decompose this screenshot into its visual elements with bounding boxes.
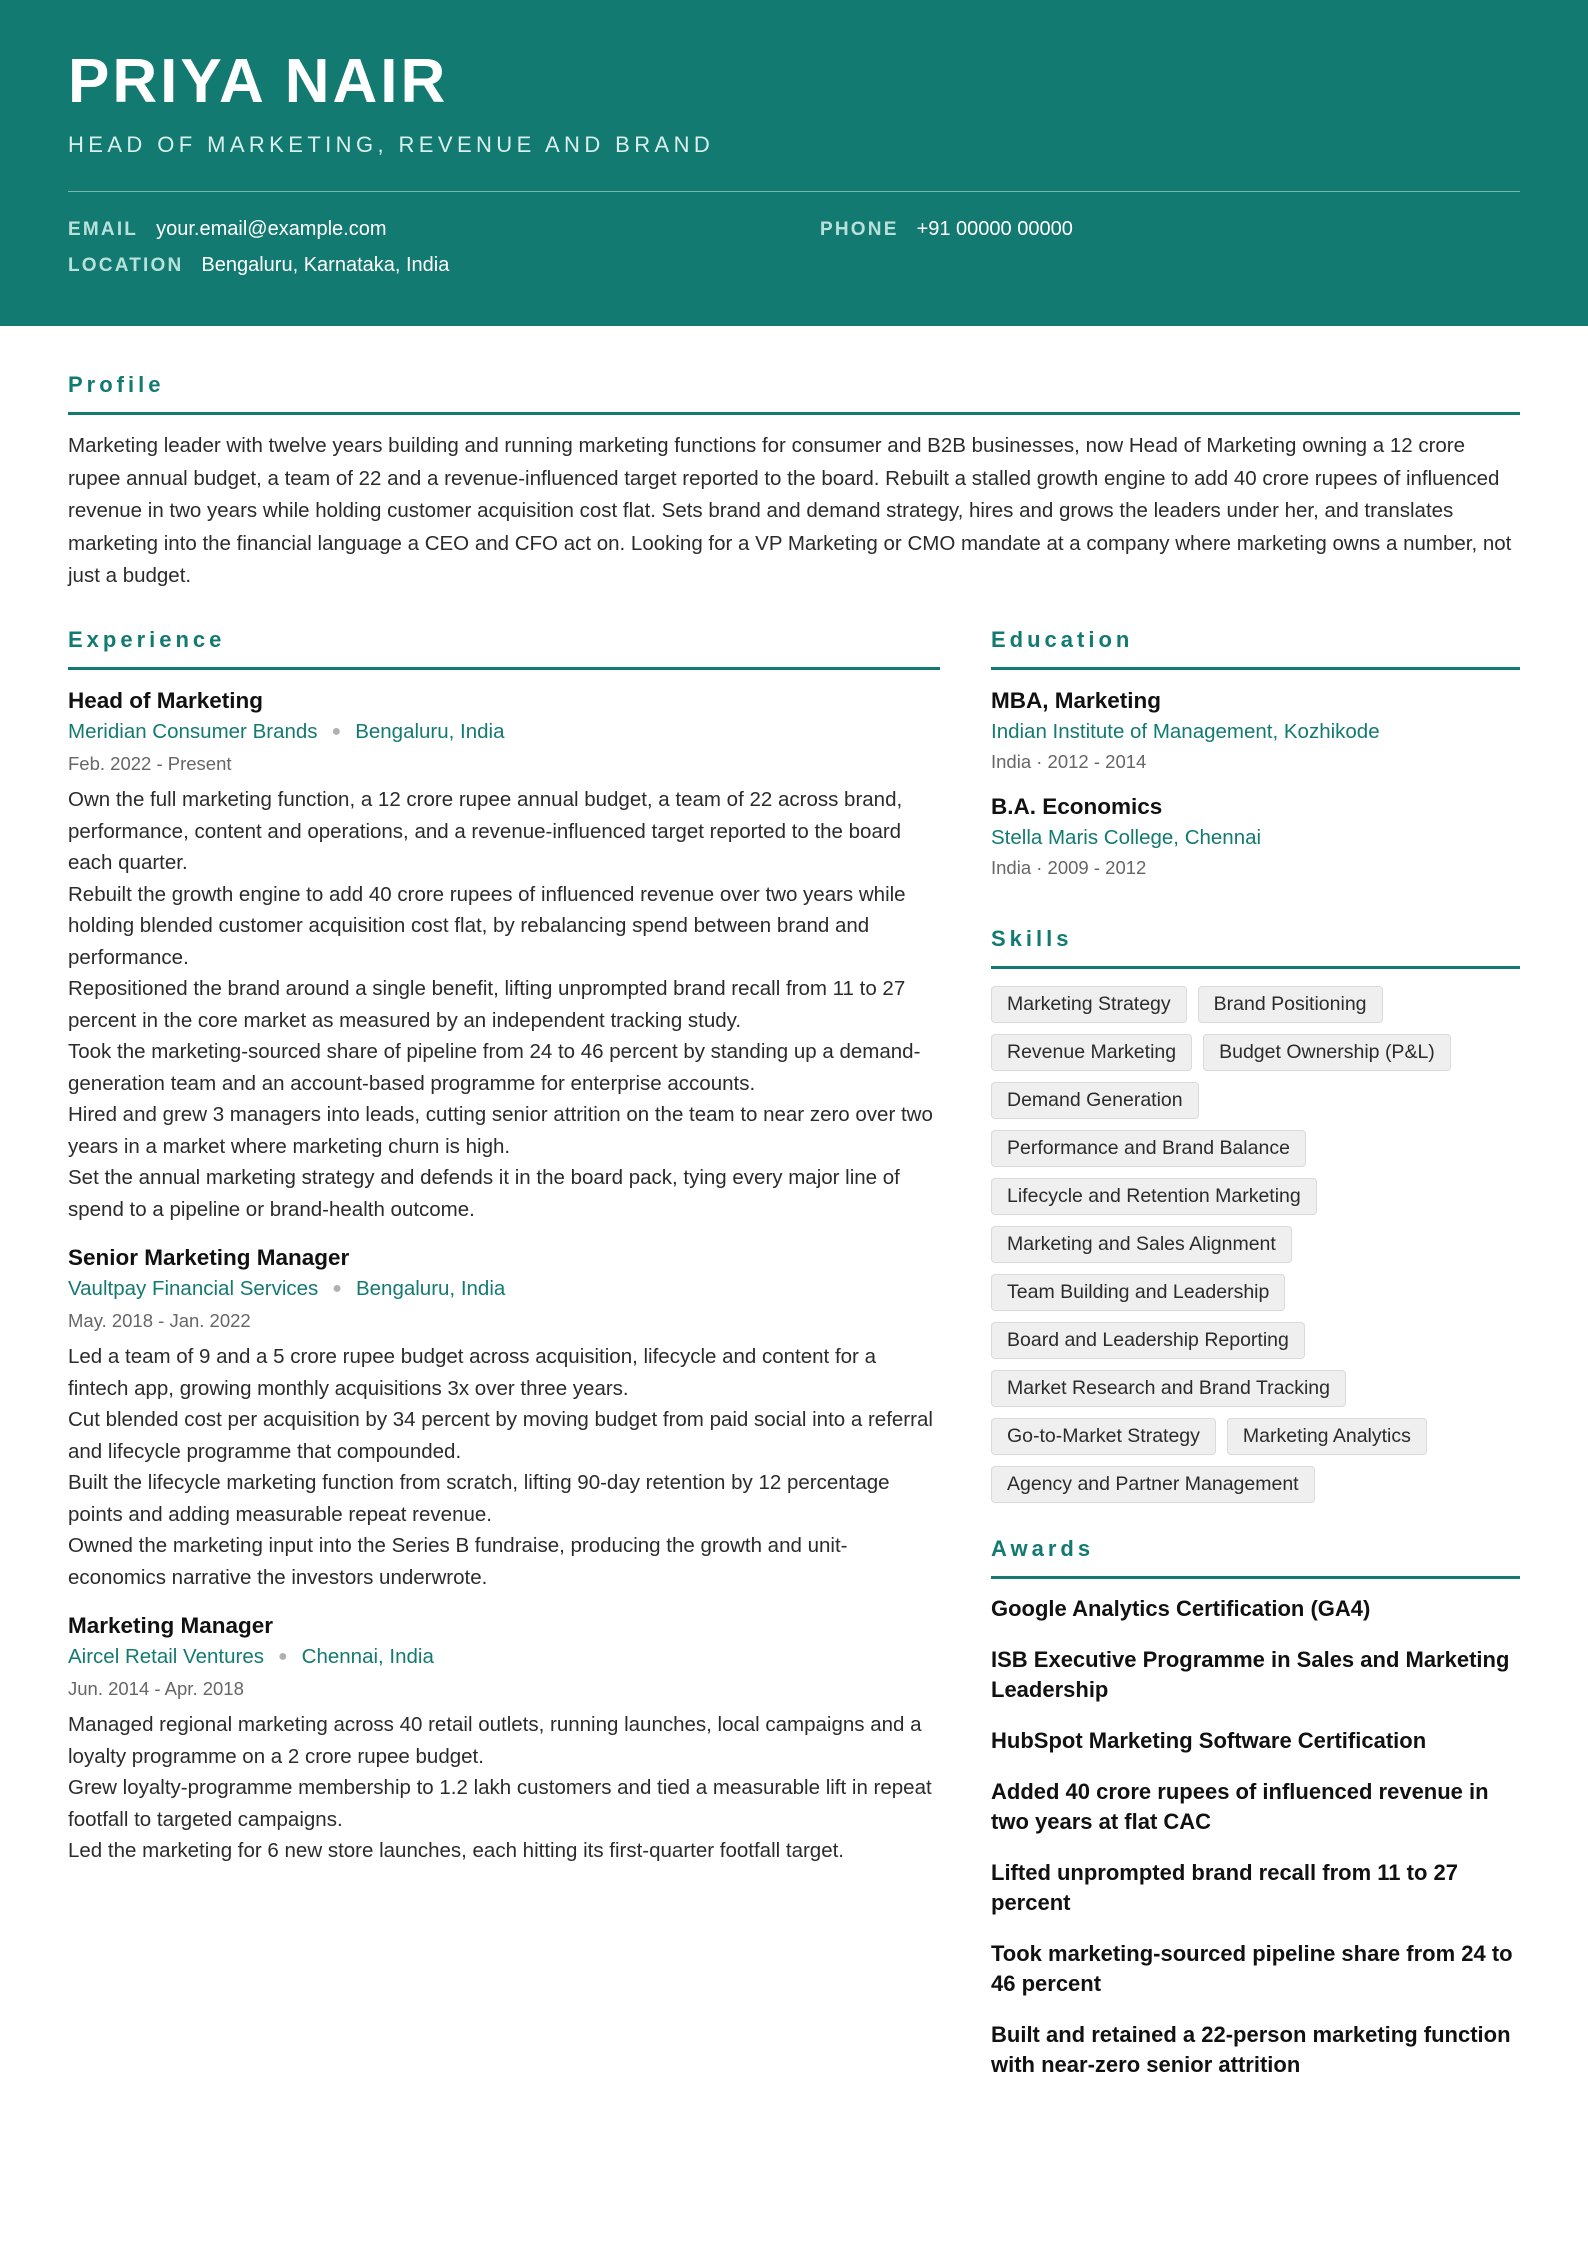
job-title: Marketing Manager	[68, 1613, 274, 1638]
job-bullet: Managed regional marketing across 40 retail outlets, running launches, local campaigns and a loyalty programme on a 2 crore rupee budget.	[68, 1713, 922, 1768]
experience-list	[68, 686, 940, 1885]
skill-chip: Board and Leadership Reporting	[991, 1322, 1305, 1359]
email-label: EMAIL	[68, 219, 139, 240]
skill-chip: Go-to-Market Strategy	[991, 1418, 1216, 1455]
job-bullet: Led a team of 9 and a 5 crore rupee budget across acquisition, lifecycle and content for a fintech app, growing monthly acquisitions 3x over three years.	[68, 1345, 876, 1400]
skills-heading: Skills	[991, 926, 1520, 969]
award-item: ISB Executive Programme in Sales and Marketing Leadership	[991, 1647, 1510, 1702]
skills-list	[991, 986, 1520, 1503]
skill-chip: Lifecycle and Retention Marketing	[991, 1178, 1317, 1215]
skill-chip: Budget Ownership (P&L)	[1203, 1034, 1451, 1071]
job-entry	[68, 1243, 940, 1593]
skill-chip: Marketing Strategy	[991, 986, 1187, 1023]
separator-dot-icon: ●	[277, 1648, 288, 1665]
phone-label: PHONE	[820, 219, 899, 240]
job-bullet: Led the marketing for 6 new store launches, each hitting its first-quarter footfall target.	[68, 1839, 844, 1862]
job-company: Aircel Retail Ventures	[68, 1645, 264, 1668]
profile-heading: Profile	[68, 372, 1520, 415]
job-company: Vaultpay Financial Services	[68, 1277, 319, 1300]
location-label: LOCATION	[68, 255, 184, 276]
award-item: Took marketing-sourced pipeline share from 24 to 46 percent	[991, 1941, 1513, 1996]
contact-email	[68, 218, 387, 241]
award-item: Added 40 crore rupees of influenced revenue in two years at flat CAC	[991, 1779, 1489, 1834]
job-bullet: Built the lifecycle marketing function from scratch, lifting 90-day retention by 12 percentage points and adding measurable repeat revenue.	[68, 1471, 890, 1526]
job-title: Head of Marketing	[68, 688, 264, 713]
job-dates: May. 2018 - Jan. 2022	[68, 1310, 251, 1331]
education-entry	[991, 792, 1520, 882]
location-value: Bengaluru, Karnataka, India	[201, 254, 450, 276]
job-meta	[68, 716, 940, 750]
job-entry	[68, 686, 940, 1225]
job-bullet: Set the annual marketing strategy and defends it in the board pack, tying every major line of spend to a pipeline or brand-health outcome.	[68, 1166, 900, 1221]
experience-heading: Experience	[68, 627, 940, 670]
job-bullet: Grew loyalty-programme membership to 1.2 lakh customers and tied a measurable lift in repeat footfall to targeted campaigns.	[68, 1776, 932, 1831]
education-heading: Education	[991, 627, 1520, 670]
job-dates: Feb. 2022 - Present	[68, 753, 232, 774]
email-value[interactable]: your.email@example.com	[156, 218, 387, 240]
education-degree: MBA, Marketing	[991, 688, 1162, 713]
award-item: Built and retained a 22-person marketing function with near-zero senior attrition	[991, 2022, 1511, 2077]
education-list	[991, 686, 1520, 898]
awards-heading: Awards	[991, 1536, 1520, 1579]
job-bullet: Own the full marketing function, a 12 crore rupee annual budget, a team of 22 across brand, performance, content and operations, and a revenue-influenced target reported to the board each quarter.	[68, 788, 903, 874]
job-location: Bengaluru, India	[355, 720, 505, 743]
skill-chip: Performance and Brand Balance	[991, 1130, 1306, 1167]
header-divider	[68, 191, 1520, 192]
education-school: Indian Institute of Management, Kozhikode	[991, 720, 1380, 743]
job-company: Meridian Consumer Brands	[68, 720, 318, 743]
job-title: Senior Marketing Manager	[68, 1245, 350, 1270]
job-entry	[68, 1611, 940, 1867]
skill-chip: Marketing Analytics	[1227, 1418, 1427, 1455]
job-location: Bengaluru, India	[355, 1277, 506, 1300]
profile-summary: Marketing leader with twelve years building and running marketing functions for consumer and B2B businesses, now Head of Marketing owning a 12 crore rupee annual budget, a team of 22 and a revenue-influenced target reported to the board. Rebuilt a stalled growth engine to add 40 crore rupees of influenced revenue in two years while holding customer acquisition cost flat. Sets brand and demand strategy, hires and grows the leaders under her, and translates marketing into the financial language a CEO and CFO act on. Looking for a VP Marketing or CMO mandate at a company where marketing owns a number, not just a budget.	[68, 434, 1512, 587]
education-meta: India · 2012 - 2014	[991, 751, 1147, 772]
skill-chip: Demand Generation	[991, 1082, 1199, 1119]
skill-chip: Market Research and Brand Tracking	[991, 1370, 1346, 1407]
candidate-title: HEAD OF MARKETING, REVENUE AND BRAND	[68, 132, 715, 157]
job-meta	[68, 1273, 940, 1307]
education-entry	[991, 686, 1520, 776]
job-bullet: Repositioned the brand around a single benefit, lifting unprompted brand recall from 11 to 27 percent in the core market as measured by an independent tracking study.	[68, 977, 906, 1032]
job-bullet: Took the marketing-sourced share of pipeline from 24 to 46 percent by standing up a demand-generation team and an account-based programme for enterprise accounts.	[68, 1040, 921, 1095]
job-bullet: Owned the marketing input into the Series B fundraise, producing the growth and unit-economics narrative the investors underwrote.	[68, 1534, 848, 1589]
education-school: Stella Maris College, Chennai	[991, 826, 1262, 849]
separator-dot-icon: ●	[332, 1280, 342, 1297]
education-degree: B.A. Economics	[991, 794, 1163, 819]
phone-value[interactable]: +91 00000 00000	[916, 218, 1073, 240]
skill-chip: Agency and Partner Management	[991, 1466, 1315, 1503]
awards-list	[991, 1594, 1520, 2101]
skills-chips	[991, 986, 1520, 1503]
job-bullet: Cut blended cost per acquisition by 34 percent by moving budget from paid social into a referral and lifecycle programme that compounded.	[68, 1408, 933, 1463]
skill-chip: Team Building and Leadership	[991, 1274, 1285, 1311]
job-meta	[68, 1641, 940, 1675]
skill-chip: Marketing and Sales Alignment	[991, 1226, 1292, 1263]
candidate-name: PRIYA NAIR	[68, 47, 449, 116]
award-item: Lifted unprompted brand recall from 11 to 27 percent	[991, 1860, 1458, 1915]
job-location: Chennai, India	[301, 1645, 434, 1668]
separator-dot-icon: ●	[331, 723, 342, 740]
job-bullet: Hired and grew 3 managers into leads, cutting senior attrition on the team to near zero over two years in a market where marketing churn is high.	[68, 1103, 933, 1158]
job-bullet: Rebuilt the growth engine to add 40 crore rupees of influenced revenue over two years while holding blended customer acquisition cost flat, by rebalancing spend between brand and performance.	[68, 882, 906, 969]
skill-chip: Revenue Marketing	[991, 1034, 1192, 1071]
contact-location	[68, 254, 449, 277]
contact-phone	[820, 218, 1073, 241]
job-dates: Jun. 2014 - Apr. 2018	[68, 1678, 244, 1699]
award-item: Google Analytics Certification (GA4)	[991, 1596, 1371, 1621]
skill-chip: Brand Positioning	[1198, 986, 1383, 1023]
resume-header	[0, 0, 1588, 326]
education-meta: India · 2009 - 2012	[991, 857, 1147, 878]
award-item: HubSpot Marketing Software Certification	[991, 1728, 1427, 1753]
